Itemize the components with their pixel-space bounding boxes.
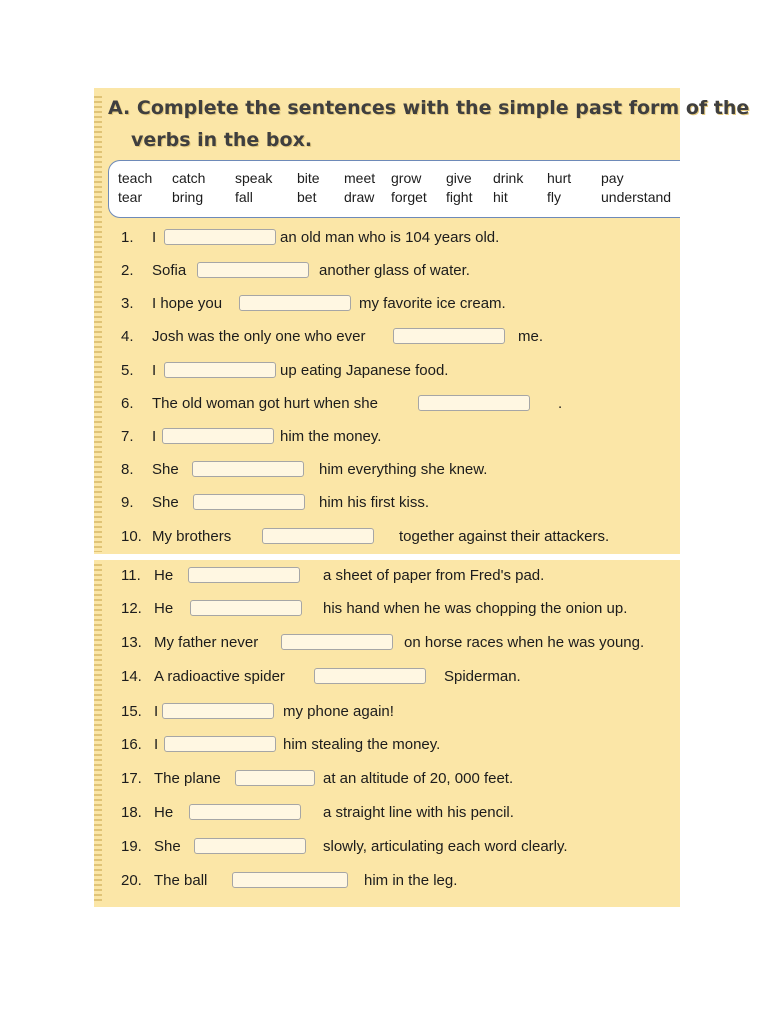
answer-blank[interactable] [164,362,276,378]
answer-input[interactable] [165,367,275,381]
sentence-end: his hand when he was chopping the onion up. [323,600,628,617]
sentence-start: He [154,567,174,584]
answer-input[interactable] [195,843,305,857]
sentence-number: 16. [121,736,142,753]
answer-blank[interactable] [239,295,351,311]
verb-word: teach [118,170,153,186]
sentence-end: an old man who is 104 years old. [280,229,500,246]
sentence-number: 4. [121,328,134,345]
sentence-number: 11. [121,567,141,584]
verb-word: pay [601,170,624,186]
sentence-end: him in the leg. [364,872,458,889]
worksheet-panel-top [94,88,680,554]
sentence-number: 14. [121,668,142,685]
sentence-start: I [152,362,157,379]
sentence-start: The old woman got hurt when she [152,395,378,412]
sentence-number: 10. [121,528,142,545]
sentence-number: 2. [121,262,134,279]
sentence-number: 18. [121,804,142,821]
answer-blank[interactable] [197,262,309,278]
answer-blank[interactable] [162,703,274,719]
answer-input[interactable] [240,300,350,314]
sentence-end: a straight line with his pencil. [323,804,514,821]
sentence-number: 3. [121,295,134,312]
verb-word-box [108,160,680,218]
verb-word: catch [172,170,206,186]
verb-word: hit [493,189,508,205]
sentence-start: My father never [154,634,259,651]
exercise-title [108,92,750,156]
sentence-number: 6. [121,395,134,412]
sentence-number: 19. [121,838,142,855]
sentence-number: 13. [121,634,142,651]
sentence-start: I [154,703,159,720]
answer-blank[interactable] [194,838,306,854]
sentence-end: together against their attackers. [399,528,610,545]
answer-input[interactable] [263,533,373,547]
sentence-start: I hope you [152,295,223,312]
verb-word: draw [344,189,375,205]
sentence-number: 20. [121,872,142,889]
sentence-start: The plane [154,770,221,787]
answer-input[interactable] [165,741,275,755]
answer-input[interactable] [236,775,314,789]
title-line-2: verbs in the box. [131,129,313,151]
sentence-number: 7. [121,428,134,445]
answer-blank[interactable] [232,872,348,888]
answer-input[interactable] [194,499,304,513]
sentence-number: 8. [121,461,134,478]
answer-blank[interactable] [262,528,374,544]
title-line-1: A. Complete the sentences with the simple past form of the [108,97,750,119]
sentence-number: 12. [121,600,142,617]
sentence-end: . [558,395,563,412]
answer-input[interactable] [315,673,425,687]
answer-input[interactable] [189,572,299,586]
answer-input[interactable] [198,267,308,281]
verb-word: give [446,170,472,186]
verb-word: bring [172,189,204,205]
verb-word: drink [493,170,524,186]
answer-input[interactable] [394,333,504,347]
verb-word: bite [297,170,320,186]
answer-blank[interactable] [314,668,426,684]
sentence-number: 17. [121,770,142,787]
sentence-start: She [152,494,179,511]
verb-word: grow [391,170,422,186]
answer-input[interactable] [163,433,273,447]
sentence-start: Josh was the only one who ever [152,328,366,345]
answer-input[interactable] [419,400,529,414]
answer-input[interactable] [165,234,275,248]
sentence-start: The ball [154,872,208,889]
answer-input[interactable] [190,809,300,823]
verb-word: hurt [547,170,572,186]
verb-word: fly [547,189,561,205]
sentence-end: him his first kiss. [319,494,430,511]
sentence-number: 15. [121,703,142,720]
sentence-number: 9. [121,494,134,511]
sentence-start: She [154,838,181,855]
answer-input[interactable] [282,639,392,653]
answer-blank[interactable] [162,428,274,444]
answer-input[interactable] [163,708,273,722]
sentence-start: A radioactive spider [154,668,285,685]
answer-input[interactable] [191,605,301,619]
sentence-end: Spiderman. [444,668,521,685]
verb-word: meet [344,170,376,186]
verb-word: bet [297,189,317,205]
verb-word: understand [601,189,672,205]
sentence-start: I [152,428,157,445]
sentence-start: I [154,736,159,753]
answer-blank[interactable] [189,804,301,820]
verb-word: speak [235,170,273,186]
answer-blank[interactable] [418,395,530,411]
sentence-start: I [152,229,157,246]
answer-blank[interactable] [281,634,393,650]
sentence-start: My brothers [152,528,232,545]
answer-blank[interactable] [164,736,276,752]
sentence-end: at an altitude of 20, 000 feet. [323,770,514,787]
sentence-start: He [154,600,174,617]
sentence-end: me. [518,328,544,345]
sentence-end: on horse races when he was young. [404,634,645,651]
verb-word: tear [118,189,143,205]
sentence-end: him stealing the money. [283,736,441,753]
verb-word: forget [391,189,427,205]
sentence-end: slowly, articulating each word clearly. [323,838,568,855]
sentence-end: another glass of water. [319,262,470,279]
sentence-start: She [152,461,179,478]
answer-blank[interactable] [190,600,302,616]
border-decoration [94,96,102,552]
sentence-end: my favorite ice cream. [359,295,506,312]
answer-blank[interactable] [192,461,304,477]
answer-blank[interactable] [235,770,315,786]
sentence-start: Sofia [152,262,187,279]
sentence-number: 1. [121,229,134,246]
sentence-number: 5. [121,362,134,379]
sentence-start: He [154,804,174,821]
border-decoration [94,564,102,904]
answer-input[interactable] [233,877,347,891]
answer-blank[interactable] [164,229,276,245]
answer-input[interactable] [193,466,303,480]
answer-blank[interactable] [193,494,305,510]
answer-blank[interactable] [188,567,300,583]
sentence-end: up eating Japanese food. [280,362,449,379]
verb-word: fall [235,189,253,205]
sentence-end: my phone again! [283,703,394,720]
sentence-end: him the money. [280,428,382,445]
sentence-end: him everything she knew. [319,461,488,478]
sentence-end: a sheet of paper from Fred's pad. [323,567,545,584]
answer-blank[interactable] [393,328,505,344]
verb-word: fight [446,189,473,205]
